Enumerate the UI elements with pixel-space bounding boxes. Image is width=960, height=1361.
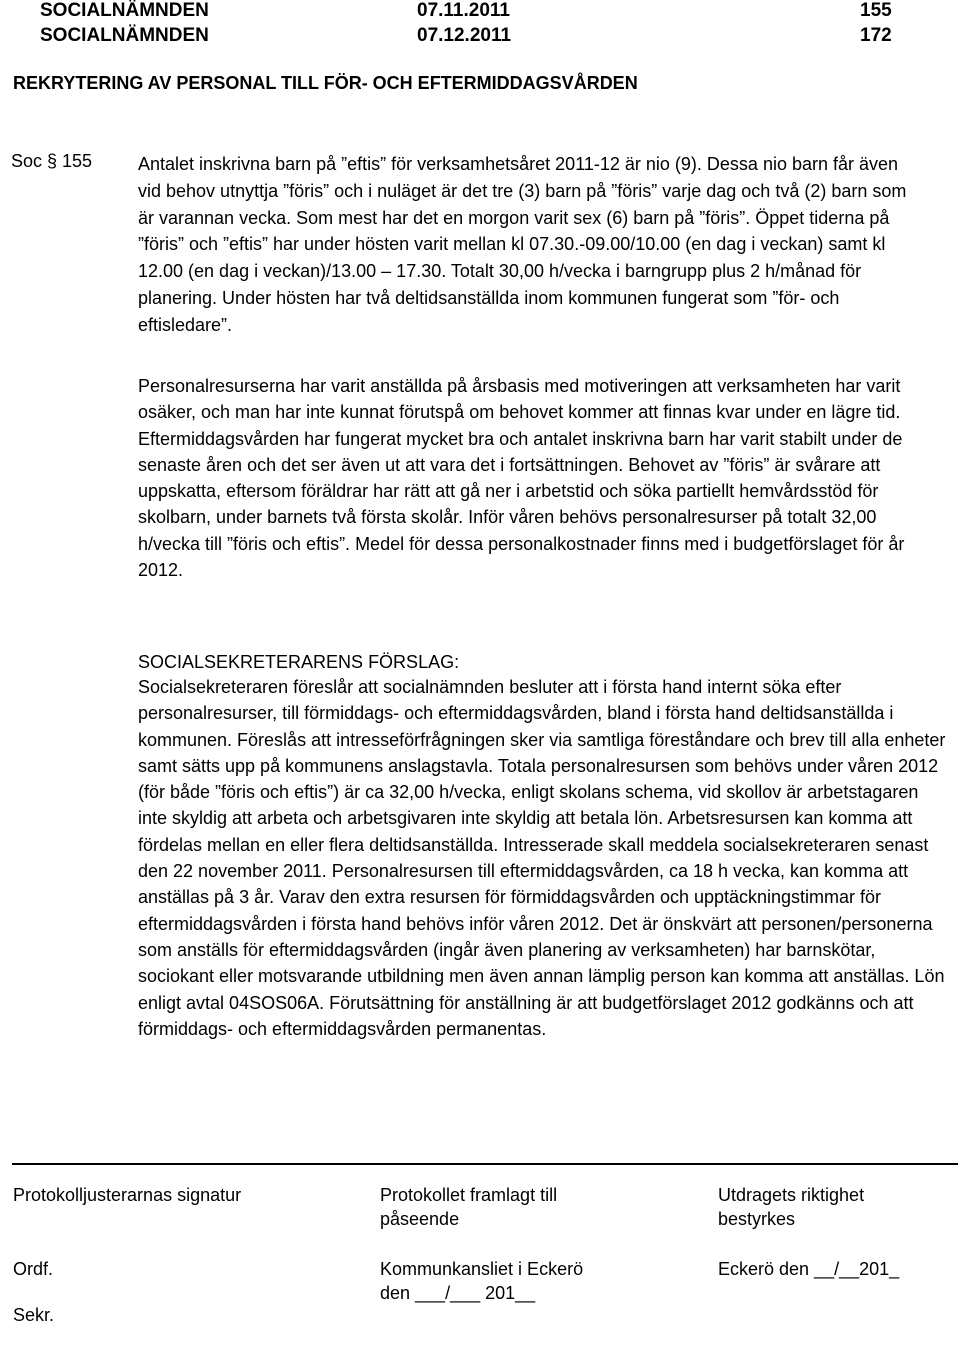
footer-certification-heading-2: bestyrkes: [718, 1209, 796, 1229]
header-org: SOCIALNÄMNDEN: [40, 0, 209, 21]
header-date: 07.12.2011: [417, 25, 512, 46]
footer-column-posting: [380, 1183, 583, 1305]
footer-posting-heading-2: påseende: [380, 1209, 460, 1229]
footer-chair-label: Ordf.: [13, 1259, 54, 1279]
header-page-number: 155: [860, 0, 892, 21]
header-date: 07.11.2011: [417, 0, 510, 21]
case-section-label: Soc § 155: [11, 151, 93, 171]
footer-signature-heading: Protokolljusterarnas signatur: [13, 1185, 242, 1205]
paragraph-2: Personalresurserna har varit anställda på årsbasis med motiveringen att verksamheten har varit osäker, och man har inte kunnat förutspå om behovet kommer att finnas kvar under en lägre tid. Eftermiddagsvården har fungerat mycket bra och antalet inskrivna barn har varit stabilt under de senaste åren och det ser även ut att vara det i fortsättningen. Behovet av ”föris” är svårare att uppskatta, eftersom föräldrar har rätt att gå ner i arbetstid och söka partiellt hemvårdsstöd för skolbarn, under barnets två första skolår. Inför våren behövs personalresurser på totalt 32,00 h/vecka till ”föris och eftis”. Medel för dessa personalkostnader finns med i budgetförslaget för år 2012.: [138, 376, 905, 581]
paragraph-1: Antalet inskrivna barn på ”eftis” för verksamhetsåret 2011-12 är nio (9). Dessa nio barn får även vid behov utnyttja ”föris” och i nuläget är det tre (3) barn på ”föris” varje dag och två (2) barn som är varannan vecka. Som mest har det en morgon varit sex (6) barn på ”föris”. Öppet tiderna på ”föris” och ”eftis” har under hösten varit mellan kl 07.30.-09.00/10.00 (en dag i veckan) samt kl 12.00 (en dag i veckan)/13.00 – 17.30. Totalt 30,00 h/vecka i barngrupp plus 2 h/månad för planering. Under hösten har två deltidsanställda inom kommunen fungerat som ”för- och eftisledare”.: [138, 154, 907, 335]
footer-office-line: Kommunkansliet i Eckerö: [380, 1259, 584, 1279]
header-org: SOCIALNÄMNDEN: [40, 25, 209, 46]
paragraph-3: Socialsekreteraren föreslår att socialnämnden besluter att i första hand internt söka efter personalresurser, till förmiddags- och eftermiddagsvården, bland i första hand deltidsanställda i kommunen. Föreslås att intresseförfrågningen sker via samtliga föreståndare och brev till alla enheter samt sätts upp på kommunens anslagstavla. Totala personalresursen som behövs under våren 2012 (för både ”föris och eftis”) är ca 32,00 h/vecka, enligt skolans schema, vid skollov är arbetstagaren inte skyldig att arbeta och arbetsgivaren inte skyldig att betala lön. Arbetsresursen kan komma att fördelas mellan en eller flera deltidsanställda. Intresserade skall meddela socialsekreteraren senast den 22 november 2011. Personalresursen till eftermiddagsvården, ca 18 h vecka, kan komma att anställas på 3 år. Varav den extra resursen för förmiddagsvården och upptäckningstimmar för eftermiddagsvården i första hand behövs inför våren 2012. Det är önskvärt att personen/personerna som anställs för eftermiddagsvården (ingår även planering av verksamheten) har barnskötar, sociokant eller motsvarande utbildning men även annan lämplig person kan komma att anställas. Lön enligt avtal 04SOS06A. Förutsättning för anställning är att budgetförslaget 2012 godkänns och att förmiddags- och eftermiddagsvården permanentas.: [138, 677, 946, 1039]
footer-certification-heading: Utdragets riktighet: [718, 1185, 865, 1205]
header-page-number: 172: [860, 25, 892, 46]
document-title: REKRYTERING AV PERSONAL TILL FÖR- OCH EFTERMIDDAGSVÅRDEN: [13, 73, 638, 93]
footer-certification-date: Eckerö den __/__201_: [718, 1259, 900, 1279]
footer-column-certification: [718, 1183, 899, 1281]
footer-posting-heading: Protokollet framlagt till: [380, 1185, 558, 1205]
footer-column-signature: [13, 1183, 241, 1327]
footer-date-line: den ___/___ 201__: [380, 1283, 536, 1303]
footer-divider: [12, 1163, 958, 1165]
proposal-heading: SOCIALSEKRETERARENS FÖRSLAG:: [138, 652, 460, 672]
footer-secretary-label: Sekr.: [13, 1305, 55, 1325]
